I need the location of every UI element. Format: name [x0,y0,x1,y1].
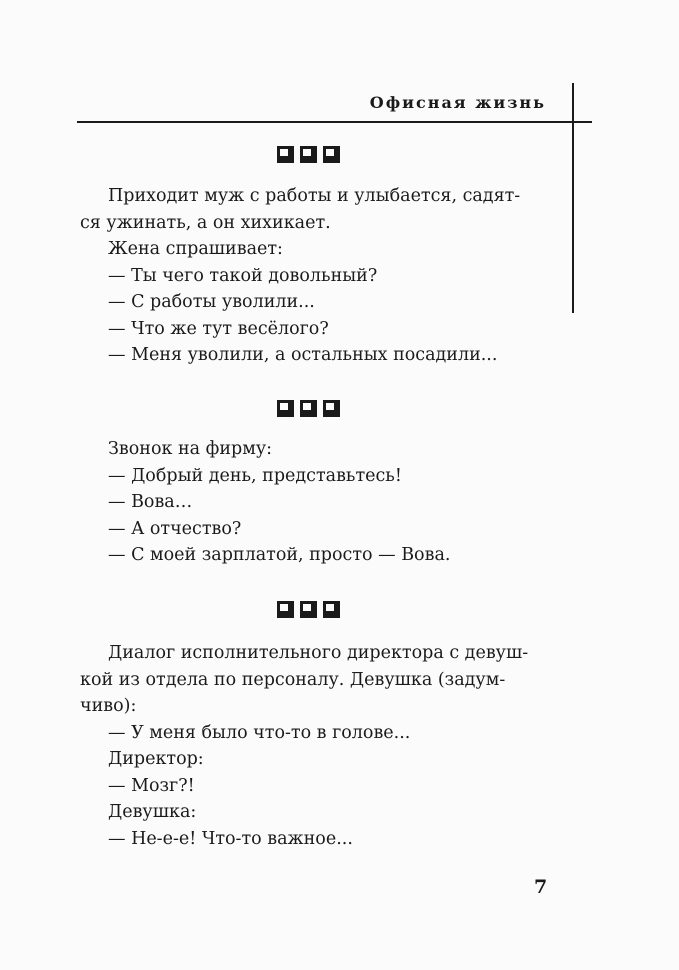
joke-1-line: Приходит муж с работы и улыбается, садят- [108,186,521,206]
separator-box-icon [277,601,294,618]
joke-2-line: — А отчество? [108,518,242,539]
separator-1 [277,146,340,163]
separator-box-icon [300,400,317,417]
separator-box-icon [300,146,317,163]
separator-box-icon [323,601,340,618]
joke-3-line: — Не-е-е! Что-то важное... [108,828,353,849]
running-header-title: Офисная жизнь [369,93,546,112]
joke-2 [108,436,548,569]
joke-3-line: Директор: [108,749,204,769]
separator-box-icon [323,400,340,417]
separator-box-icon [323,146,340,163]
joke-3-line: — Мозг?! [108,775,195,796]
joke-1-line: — С работы уволили... [108,292,315,312]
separator-box-icon [300,601,317,618]
header-rule [77,121,592,123]
joke-2-line: — С моей зарплатой, просто — Вова. [108,545,451,565]
separator-2 [277,400,340,417]
joke-2-line: — Добрый день, представьтесь! [108,465,402,486]
joke-3-line: кой из отдела по персоналу. Девушка (задум- [80,669,506,690]
separator-box-icon [277,146,294,163]
header-vertical-rule [572,83,574,313]
joke-3 [80,640,548,852]
separator-3 [277,601,340,618]
joke-3-line: чиво): [80,696,137,716]
joke-3-line: Девушка: [108,802,197,822]
joke-3-line: — У меня было что-то в голове... [108,722,411,743]
joke-1 [80,183,548,369]
joke-3-line: Диалог исполнительного директора с девуш- [108,643,529,663]
joke-2-line: — Вова… [108,492,193,512]
joke-1-line: — Меня уволили, а остальных посадили... [108,345,498,365]
joke-1-line: ся ужинать, а он хихикает. [80,212,331,233]
joke-1-line: Жена спрашивает: [108,239,283,259]
joke-1-line: — Ты чего такой довольный? [108,265,378,286]
separator-box-icon [277,400,294,417]
joke-2-line: Звонок на фирму: [108,439,273,459]
page-number: 7 [534,876,548,898]
joke-1-line: — Что же тут весёлого? [108,318,329,339]
